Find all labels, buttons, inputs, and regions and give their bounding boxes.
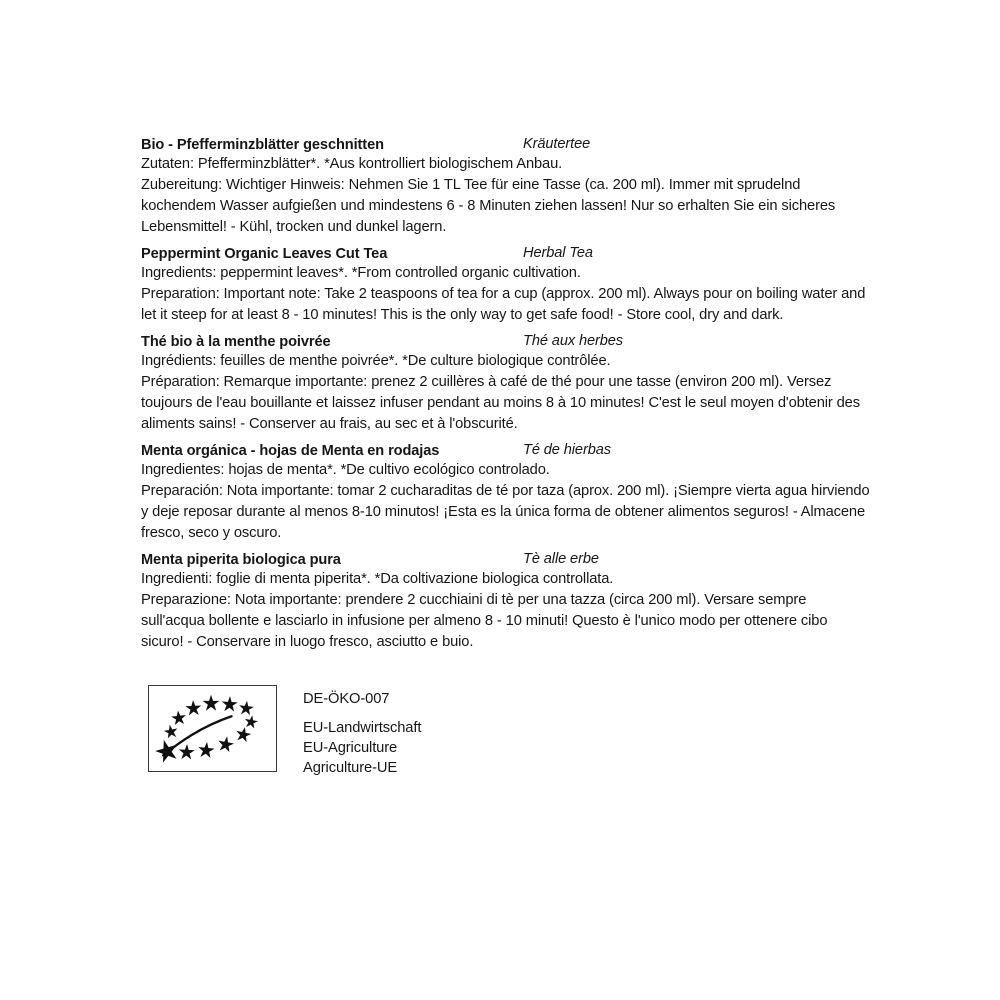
- preparation-de: Zubereitung: Wichtiger Hinweis: Nehmen Sie 1 TL Tee für eine Tasse (ca. 200 ml). Immer mit sprudelnd kochendem Wasser aufgießen und mindestens 6 - 8 Minuten ziehen lassen! Nur so erhalten Sie ein sicheres Lebensmittel! - Kühl, trocken und dunkel lagern.: [141, 177, 836, 235]
- label-heading-row-it: [141, 550, 873, 569]
- product-name-it: Menta piperita biologica pura: [141, 552, 341, 568]
- language-block-it: [141, 550, 873, 653]
- ingredients-en: Ingredients: peppermint leaves*. *From controlled organic cultivation.: [141, 265, 581, 281]
- label-heading-row-fr: [141, 332, 873, 351]
- preparation-it: Preparazione: Nota importante: prendere 2 cucchiaini di tè per una tazza (circa 200 ml). Versare sempre sull'acqua bollente e lasciarlo in infusione per almeno 8 - 10 minuti! Questo è l'unico modo per ottenere cibo sicuro! - Conservare in luogo fresco, asciutto e buio.: [141, 592, 828, 650]
- ingredients-de: Zutaten: Pfefferminzblätter*. *Aus kontrolliert biologischem Anbau.: [141, 156, 563, 172]
- tea-type-de: Kräutertee: [523, 136, 591, 152]
- product-name-de: Bio - Pfefferminzblätter geschnitten: [141, 137, 384, 153]
- product-name-es: Menta orgánica - hojas de Menta en rodajas: [141, 443, 440, 459]
- language-block-en: [141, 244, 873, 326]
- tea-type-en: Herbal Tea: [523, 245, 593, 261]
- origin-line-fr: Agriculture-UE: [303, 760, 398, 776]
- language-block-es: [141, 441, 873, 544]
- preparation-en: Preparation: Important note: Take 2 teaspoons of tea for a cup (approx. 200 ml). Always pour on boiling water and let it steep for at least 8 - 10 minutes! This is the only way to get safe food! - Store cool, dry and dark.: [141, 286, 866, 323]
- certification-text-block: [303, 689, 508, 778]
- tea-type-es: Té de hierbas: [523, 442, 611, 458]
- tea-type-fr: Thé aux herbes: [523, 333, 624, 349]
- origin-line-en: EU-Agriculture: [303, 740, 398, 756]
- label-heading-row-de: [141, 135, 873, 154]
- label-heading-row-es: [141, 441, 873, 460]
- label-heading-row-en: [141, 244, 873, 263]
- language-block-fr: [141, 332, 873, 435]
- language-block-de: [141, 135, 873, 238]
- preparation-fr: Préparation: Remarque importante: prenez 2 cuillères à café de thé pour une tasse (environ 200 ml). Versez toujours de l'eau bouillante et laissez infuser pendant au moins 8 à 10 minutes! C'est le seul moyen d'obtenir des aliments sains! - Conserver au frais, au sec et à l'obscurité.: [141, 374, 860, 432]
- organic-control-code: DE-ÖKO-007: [303, 691, 390, 707]
- product-name-fr: Thé bio à la menthe poivrée: [141, 334, 331, 350]
- preparation-es: Preparación: Nota importante: tomar 2 cucharaditas de té por taza (aprox. 200 ml). ¡Siempre vierta agua hirviendo y deje reposar durante al menos 8-10 minutos! ¡Esta es la única forma de obtener alimentos seguros! - Almacene fresco, seco y oscuro.: [141, 483, 870, 541]
- eu-organic-euro-leaf-icon: [148, 685, 277, 772]
- origin-line-de: EU-Landwirtschaft: [303, 720, 422, 736]
- ingredients-fr: Ingrédients: feuilles de menthe poivrée*. *De culture biologique contrôlée.: [141, 353, 611, 369]
- certification-area: [148, 685, 508, 780]
- product-name-en: Peppermint Organic Leaves Cut Tea: [141, 246, 388, 262]
- ingredients-it: Ingredienti: foglie di menta piperita*. *Da coltivazione biologica controllata.: [141, 571, 614, 587]
- ingredients-es: Ingredientes: hojas de menta*. *De cultivo ecológico controlado.: [141, 462, 550, 478]
- product-label-sheet: [141, 135, 873, 659]
- tea-type-it: Tè alle erbe: [523, 551, 599, 567]
